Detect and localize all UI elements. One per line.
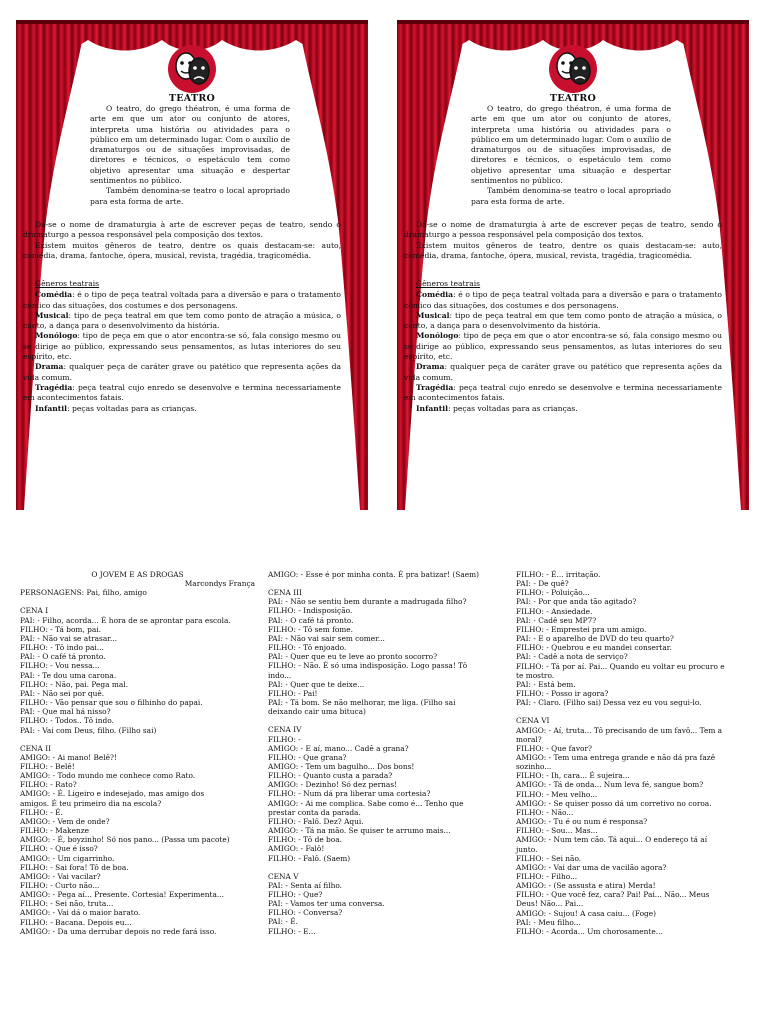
- dialogue-line: FILHO: - Que é isso?: [20, 844, 98, 854]
- dialogue-line: FILHO: - Acorda... Um chorosamente...: [516, 926, 663, 936]
- dialogue-line: FILHO: -: [268, 734, 301, 744]
- dialogue-line: FILHO: - Makenze: [20, 826, 89, 836]
- genre-text: : peças voltadas para as crianças.: [67, 403, 197, 413]
- genre-name: Comédia: [416, 290, 454, 300]
- dialogue-line: PAI: - Quer que eu te leve ao pronto socorro?: [268, 652, 438, 662]
- intro-paragraph: Também denomina-se teatro o local apropriado para esta forma de arte.: [90, 186, 290, 206]
- genre-item: [404, 362, 722, 383]
- dialogue-line: FILHO: - Quanto custa a parada?: [268, 771, 393, 781]
- genre-text: : peças voltadas para as crianças.: [448, 403, 578, 413]
- theatre-flyer-left: [16, 20, 368, 510]
- genre-item: [404, 311, 722, 332]
- dialogue-line: FILHO: - Que?: [268, 890, 323, 899]
- dialogue-line: FILHO: - E...: [268, 926, 316, 936]
- dialogue-line: PAI: - E o aparelho de DVD do teu quarto?: [516, 634, 674, 644]
- dialogue-line: FILHO: - Não, pai. Pega mal.: [20, 679, 128, 689]
- flyer-body: [404, 220, 722, 261]
- dialogue-line: AMIGO: - Se quiser posso dá um corretivo no coroa.: [516, 798, 712, 808]
- dialogue-line: AMIGO: - Dezinho! Só dez pernas!: [268, 780, 398, 790]
- genre-text: : tipo de peça em que o ator encontra-se só, fala consigo mesmo ou se dirige ao público, expressando seus pensamentos, as lutas interiores do seu espírito, etc.: [23, 331, 341, 362]
- dialogue-line: FILHO: - Falô. Dez? Aqui.: [268, 816, 364, 826]
- dialogue-line: PAI: - Quer que te deixe...: [268, 679, 365, 689]
- dialogue-line: [516, 707, 754, 716]
- dialogue-line: FILHO: - Falô. (Saem): [268, 853, 351, 863]
- scene-heading: CENA I: [20, 606, 49, 616]
- genre-name: Musical: [416, 310, 450, 320]
- genre-item: [404, 290, 722, 311]
- genre-item: [23, 331, 341, 362]
- genre-text: : tipo de peça teatral em que tem como ponto de atração a música, o canto, a dança para o desenvolvimento da história.: [23, 310, 341, 331]
- dialogue-line: Deus! Não... Pai...: [516, 899, 584, 909]
- dramaturgia-paragraph: Dá-se o nome de dramaturgia à arte de escrever peças de teatro, sendo o dramaturgo a pessoa responsável pela composição dos textos.: [23, 220, 341, 240]
- genre-text: : peça teatral cujo enredo se desenvolve e termina necessariamente em acontecimentos fatais.: [404, 382, 722, 403]
- dialogue-line: deixando cair uma bituca): [268, 707, 366, 717]
- script-column-3: [516, 570, 754, 936]
- genre-item: [23, 404, 341, 414]
- dialogue-line: AMIGO: - Ai me complica. Sabe como é... Tenho que: [268, 798, 464, 808]
- dialogue-line: FILHO: - Curto não...: [20, 881, 100, 890]
- dialogue-line: PAI: - É.: [268, 917, 298, 927]
- dialogue-line: AMIGO: - Vai vacilar?: [20, 871, 101, 881]
- scene-heading: CENA VI: [516, 716, 550, 726]
- dialogue-line: FILHO: - Vão pensar que sou o filhinho do papai.: [20, 698, 203, 708]
- dialogue-line: AMIGO: - Falô!: [268, 844, 325, 854]
- dialogue-line: PAI: - O café tá pronto.: [268, 615, 354, 625]
- dialogue-line: FILHO: - Bacana. Depois eu...: [20, 917, 132, 927]
- flyer-intro: [90, 104, 290, 207]
- genre-text: : é o tipo de peça teatral voltada para a diversão e para o tratamento cômico das situações, dos costumes e dos personagens.: [404, 290, 722, 310]
- flyer-title: TEATRO: [168, 93, 216, 104]
- dialogue-line: AMIGO: - Tá na mão. Se quiser te arrumo mais...: [268, 826, 451, 836]
- dialogue-line: FILHO: - Pai!: [268, 688, 318, 698]
- genre-name: Infantil: [35, 403, 68, 413]
- dialogue-line: AMIGO: - Sujou! A casa caiu... (Foge): [516, 908, 657, 918]
- genre-name: Drama: [416, 362, 445, 372]
- genre-name: Monólogo: [35, 331, 78, 341]
- dialogue-line: PAI: - Senta aí filho.: [268, 880, 342, 890]
- dialogue-line: AMIGO: - Tem uma entrega grande e não dá pra fazê: [516, 752, 716, 762]
- dialogue-line: amigos. É teu primeiro dia na escola?: [20, 798, 162, 808]
- script-lines: [516, 570, 754, 936]
- dialogue-line: PAI: - Não vai se atrasar...: [20, 633, 118, 643]
- genre-item: [404, 404, 722, 414]
- dialogue-line: indo...: [268, 670, 292, 680]
- dialogue-line: AMIGO: - Tem um bagulho... Dos bons!: [268, 761, 415, 771]
- genre-item: [404, 331, 722, 362]
- genre-text: : tipo de peça em que o ator encontra-se só, fala consigo mesmo ou se dirige ao público, expressando seus pensamentos, as lutas interiores do seu espírito, etc.: [404, 331, 722, 362]
- flyer-intro: [471, 104, 671, 207]
- script-title: O JOVEM E AS DROGAS: [91, 570, 184, 579]
- dialogue-line: FILHO: - Sou... Mas...: [516, 826, 598, 836]
- genres-heading: Gêneros teatrais: [35, 279, 100, 288]
- genre-text: : é o tipo de peça teatral voltada para a diversão e para o tratamento cômico das situações, dos costumes e dos personagens.: [23, 290, 341, 310]
- intro-paragraph: Também denomina-se teatro o local apropriado para esta forma de arte.: [471, 186, 671, 206]
- genre-item: [23, 362, 341, 383]
- dialogue-line: PAI: - De quê?: [516, 579, 569, 589]
- dialogue-line: FILHO: - Que favor?: [516, 743, 592, 753]
- dialogue-line: FILHO: - Tô de boa.: [268, 835, 342, 845]
- dialogue-line: PAI: - Que mal há nisso?: [20, 707, 111, 717]
- dialogue-line: FILHO: - Sei não, truta...: [20, 899, 114, 909]
- dialogue-line: [268, 863, 508, 872]
- dialogue-line: PAI: - O café tá pronto.: [20, 652, 106, 662]
- genre-text: : peça teatral cujo enredo se desenvolve e termina necessariamente em acontecimentos fatais.: [23, 382, 341, 403]
- dialogue-line: FILHO: - Ih, cara... É sujeira...: [516, 771, 630, 781]
- dialogue-line: AMIGO: - E aí, mano... Cadê a grana?: [268, 743, 409, 753]
- dialogue-line: FILHO: - Sai fora! Tô de boa.: [20, 862, 129, 872]
- dialogue-line: FILHO: - Posso ir agora?: [516, 689, 609, 699]
- dialogue-line: PAI: - Não sei por quê.: [20, 688, 105, 698]
- flyer-title: TEATRO: [549, 93, 597, 104]
- dialogue-line: FILHO: - Tá bom, pai.: [20, 624, 101, 634]
- script-author: Marcondys França: [184, 579, 255, 589]
- dialogue-line: AMIGO: - Vai dá o maior barato.: [20, 908, 141, 918]
- dialogue-line: FILHO: - Tô sem fome.: [268, 624, 354, 634]
- script-lines: [20, 606, 255, 935]
- scene-heading: CENA V: [268, 871, 299, 881]
- dialogue-line: AMIGO: - (Se assusta e atira) Merda!: [516, 881, 656, 891]
- dialogue-line: prestar conta da parada.: [268, 807, 361, 817]
- genres-heading: Gêneros teatrais: [416, 279, 481, 288]
- dialogue-line: FILHO: - Emprestei pra um amigo.: [516, 624, 647, 634]
- dialogue-line: te mostro.: [516, 670, 555, 680]
- dialogue-line: AMIGO: - Vai dar uma de vacilão agora?: [516, 862, 667, 872]
- dialogue-line: PAI: - Cadê seu MP7?: [516, 615, 597, 625]
- dialogue-line: PAI: - Por que anda tão agitado?: [516, 597, 637, 607]
- genre-text: : tipo de peça teatral em que tem como ponto de atração a música, o canto, a dança para o desenvolvimento da história.: [404, 310, 722, 331]
- genre-name: Tragédia: [416, 382, 454, 392]
- genre-name: Tragédia: [35, 382, 73, 392]
- dialogue-line: AMIGO: - Um cigarrinho.: [20, 853, 115, 863]
- genre-item: [404, 383, 722, 404]
- scene-heading: CENA II: [20, 743, 52, 753]
- dialogue-line: PAI: - Está bem.: [516, 679, 576, 689]
- genre-item: [23, 383, 341, 404]
- generos-paragraph: Existem muitos gêneros de teatro, dentre os quais destacam-se: auto, comédia, drama, fantoche, ópera, musical, revista, tragédia, tragicomédia.: [23, 240, 341, 260]
- scene-heading: CENA IV: [268, 725, 302, 735]
- genre-text: : qualquer peça de caráter grave ou patético que representa ações da vida comum.: [23, 362, 341, 382]
- dialogue-line: FILHO: - Sei não.: [516, 853, 582, 863]
- dialogue-line: AMIGO: - Aí, truta... Tô precisando de um favô... Tem a: [516, 725, 723, 735]
- script-column-1: [20, 570, 255, 936]
- dialogue-line: AMIGO: - É. Ligeiro e indesejado, mas amigo dos: [20, 789, 205, 799]
- dialogue-line: FILHO: - Tá por aí. Pai... Quando eu voltar eu procuro e: [516, 661, 725, 671]
- dialogue-line: FILHO: - Num dá pra liberar uma cortesia?: [268, 789, 431, 799]
- dialogue-line: PAI: - Tá bom. Se não melhorar, me liga. (Filho sai: [268, 698, 456, 708]
- dialogue-line: FILHO: - Vou nessa...: [20, 661, 100, 671]
- dialogue-line: FILHO: - Tô indo pai...: [20, 643, 104, 653]
- genre-name: Drama: [35, 362, 64, 372]
- flyer-body: [23, 220, 341, 261]
- dialogue-line: FILHO: - É... irritação.: [516, 570, 601, 579]
- dialogue-line: [20, 735, 255, 744]
- dialogue-line: AMIGO: - Num tem cão. Tá aqui... O endereço tá aí: [516, 835, 708, 845]
- dialogue-line: FILHO: - Quebrou e eu mandei consertar.: [516, 643, 672, 653]
- dialogue-line: PAI: - Cadê a nota de serviço?: [516, 652, 628, 662]
- dialogue-line: AMIGO: - Todo mundo me conhece como Rato.: [20, 771, 196, 781]
- dialogue-line: moral?: [516, 734, 542, 744]
- dialogue-line: FILHO: - Não. É só uma indisposição. Logo passa! Tô: [268, 661, 468, 671]
- genre-name: Musical: [35, 310, 69, 320]
- intro-paragraph: O teatro, do grego théatron, é uma forma de arte em que um ator ou conjunto de atores, interpreta uma história ou atividades para o público em um determinado lugar. Com o auxílio de dramaturgos ou de situações improvisadas, de diretores e técnicos, o espetáculo tem como objetivo apresentar uma situação e despertar sentimentos no público.: [471, 104, 671, 186]
- genres-section: [404, 279, 722, 414]
- generos-paragraph: Existem muitos gêneros de teatro, dentre os quais destacam-se: auto, comédia, drama, fantoche, ópera, musical, revista, tragédia, tragicomédia.: [404, 240, 722, 260]
- theatre-masks-icon: [547, 44, 599, 94]
- dialogue-line: [268, 716, 508, 725]
- genre-name: Infantil: [416, 403, 449, 413]
- genre-item: [23, 311, 341, 332]
- genres-section: [23, 279, 341, 414]
- dialogue-line: PAI: - Meu filho...: [516, 917, 581, 927]
- genre-text: : qualquer peça de caráter grave ou patético que representa ações da vida comum.: [404, 362, 722, 382]
- dialogue-line: AMIGO: - É, boyzinho! Só nos pano... (Passa um pacote): [20, 835, 230, 845]
- dialogue-line: PAI: - Filho, acorda... É hora de se aprontar para escola.: [20, 615, 231, 625]
- genre-name: Monólogo: [416, 331, 459, 341]
- dialogue-line: PAI: - Não vai sair sem comer...: [268, 633, 385, 643]
- dialogue-line: FILHO: - Todos.. Tô indo.: [20, 716, 114, 726]
- script-column-2: [268, 570, 508, 936]
- dialogue-line: FILHO: - Meu velho...: [516, 789, 598, 799]
- dialogue-line: AMIGO: - Tu é ou num é responsa?: [516, 817, 648, 827]
- dialogue-line: FILHO: - Que grana?: [268, 752, 347, 762]
- dialogue-line: PAI: - Não se sentiu bem durante a madrugada filho?: [268, 597, 467, 607]
- dialogue-line: FILHO: - Que você fez, cara? Pai! Pai... Não... Meus: [516, 890, 710, 900]
- theatre-flyer-right: [397, 20, 749, 510]
- dialogue-line: FILHO: - Belê!: [20, 761, 75, 771]
- theatre-masks-icon: [166, 44, 218, 94]
- dialogue-line: [268, 579, 508, 588]
- dialogue-line: PAI: - Te dou uma carona.: [20, 670, 117, 680]
- dramaturgia-paragraph: Dá-se o nome de dramaturgia à arte de escrever peças de teatro, sendo o dramaturgo a pessoa responsável pela composição dos textos.: [404, 220, 722, 240]
- dialogue-line: AMIGO: - Pega aí... Presente. Cortesia! Experimenta...: [20, 890, 224, 900]
- dialogue-line: FILHO: - Indisposição.: [268, 606, 353, 616]
- genre-name: Comédia: [35, 290, 73, 300]
- dialogue-line: FILHO: - É.: [20, 807, 63, 817]
- dialogue-line: PAI: - Claro. (Filho sai) Dessa vez eu vou segui-lo.: [516, 698, 702, 708]
- dialogue-line: FILHO: - Tô enjoado.: [268, 643, 347, 653]
- dialogue-line: junto.: [516, 844, 538, 854]
- intro-paragraph: O teatro, do grego théatron, é uma forma de arte em que um ator ou conjunto de atores, interpreta uma história ou atividades para o público em um determinado lugar. Com o auxílio de dramaturgos ou de situações improvisadas, de diretores e técnicos, o espetáculo tem como objetivo apresentar uma situação e despertar sentimentos no público.: [90, 104, 290, 186]
- dialogue-line: PAI: - Vamos ter uma conversa.: [268, 899, 385, 909]
- dialogue-line: FILHO: - Filho...: [516, 872, 578, 881]
- personagens-line: PERSONAGENS: Pai, filho, amigo: [20, 588, 147, 598]
- dialogue-line: AMIGO: - Vem de onde?: [20, 816, 110, 826]
- dialogue-line: AMIGO: - Ai mano! Belê?!: [20, 752, 117, 762]
- script-lines: [268, 570, 508, 936]
- dialogue-line: sozinho...: [516, 762, 552, 772]
- genre-item: [23, 290, 341, 311]
- dialogue-line: AMIGO: - Tá de onda... Num leva fé, sangue bom?: [516, 780, 704, 790]
- dialogue-line: AMIGO: - Da uma derrubar depois no rede fará isso.: [20, 926, 217, 936]
- dialogue-line: FILHO: - Conversa?: [268, 908, 343, 918]
- dialogue-line: AMIGO: - Esse é por minha conta. É pra batizar! (Saem): [268, 570, 480, 579]
- dialogue-line: PAI: - Vai com Deus, filho. (Filho sai): [20, 725, 157, 735]
- scene-heading: CENA III: [268, 588, 302, 598]
- dialogue-line: FILHO: - Não...: [516, 807, 574, 817]
- dialogue-line: FILHO: - Rato?: [20, 780, 77, 790]
- dialogue-line: FILHO: - Poluição...: [516, 588, 590, 598]
- dialogue-line: FILHO: - Ansiedade.: [516, 606, 593, 616]
